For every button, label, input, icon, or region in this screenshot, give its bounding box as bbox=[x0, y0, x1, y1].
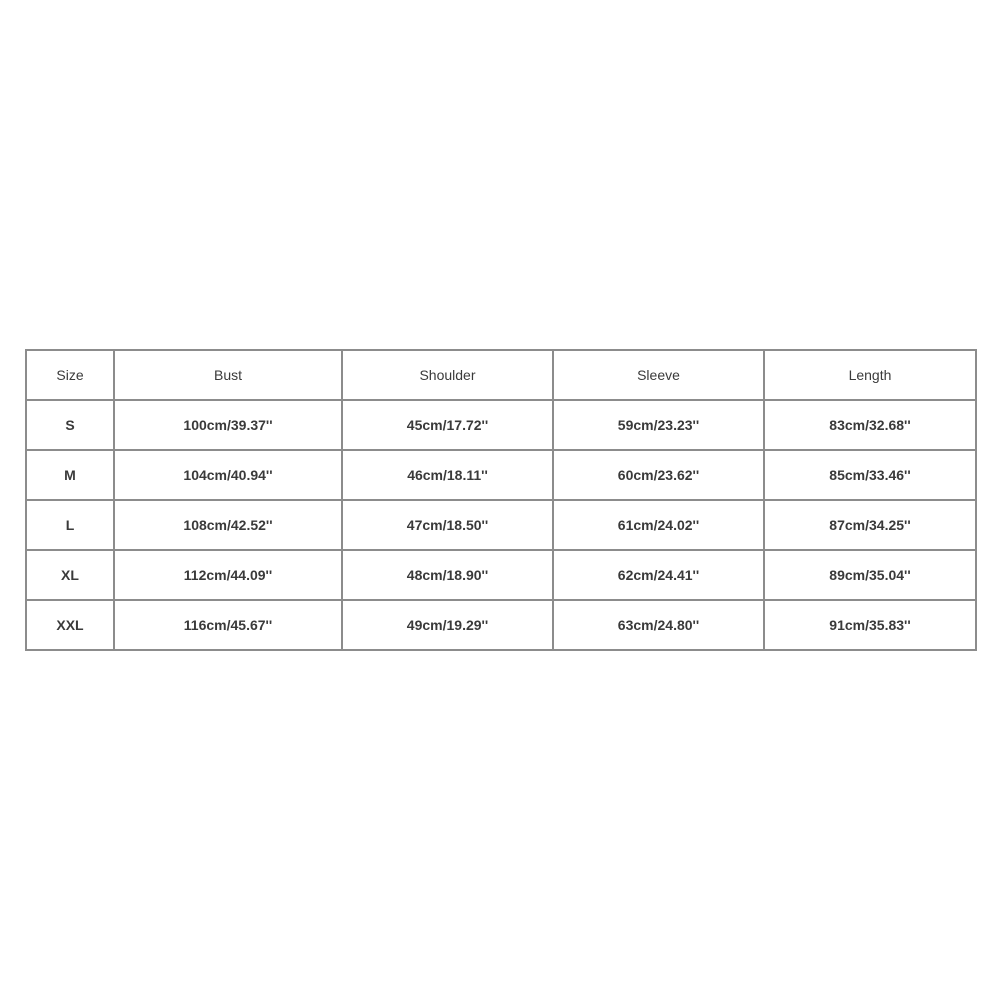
size-cell: L bbox=[26, 500, 114, 550]
shoulder-cell: 47cm/18.50'' bbox=[342, 500, 553, 550]
shoulder-cell: 46cm/18.11'' bbox=[342, 450, 553, 500]
sleeve-cell: 59cm/23.23'' bbox=[553, 400, 764, 450]
sleeve-cell: 60cm/23.62'' bbox=[553, 450, 764, 500]
column-header-bust: Bust bbox=[114, 350, 342, 400]
column-header-sleeve: Sleeve bbox=[553, 350, 764, 400]
size-cell: XXL bbox=[26, 600, 114, 650]
column-header-shoulder: Shoulder bbox=[342, 350, 553, 400]
shoulder-cell: 48cm/18.90'' bbox=[342, 550, 553, 600]
length-cell: 87cm/34.25'' bbox=[764, 500, 976, 550]
length-cell: 89cm/35.04'' bbox=[764, 550, 976, 600]
length-cell: 85cm/33.46'' bbox=[764, 450, 976, 500]
bust-cell: 104cm/40.94'' bbox=[114, 450, 342, 500]
size-cell: M bbox=[26, 450, 114, 500]
table-header-row bbox=[26, 350, 976, 400]
column-header-length: Length bbox=[764, 350, 976, 400]
length-cell: 91cm/35.83'' bbox=[764, 600, 976, 650]
bust-cell: 108cm/42.52'' bbox=[114, 500, 342, 550]
column-header-size: Size bbox=[26, 350, 114, 400]
sleeve-cell: 62cm/24.41'' bbox=[553, 550, 764, 600]
table-row bbox=[26, 450, 976, 500]
bust-cell: 116cm/45.67'' bbox=[114, 600, 342, 650]
table-row bbox=[26, 550, 976, 600]
table-row bbox=[26, 500, 976, 550]
shoulder-cell: 49cm/19.29'' bbox=[342, 600, 553, 650]
size-cell: S bbox=[26, 400, 114, 450]
table-row bbox=[26, 400, 976, 450]
size-chart-table bbox=[25, 349, 977, 651]
sleeve-cell: 63cm/24.80'' bbox=[553, 600, 764, 650]
bust-cell: 112cm/44.09'' bbox=[114, 550, 342, 600]
length-cell: 83cm/32.68'' bbox=[764, 400, 976, 450]
bust-cell: 100cm/39.37'' bbox=[114, 400, 342, 450]
sleeve-cell: 61cm/24.02'' bbox=[553, 500, 764, 550]
size-cell: XL bbox=[26, 550, 114, 600]
shoulder-cell: 45cm/17.72'' bbox=[342, 400, 553, 450]
table-row bbox=[26, 600, 976, 650]
